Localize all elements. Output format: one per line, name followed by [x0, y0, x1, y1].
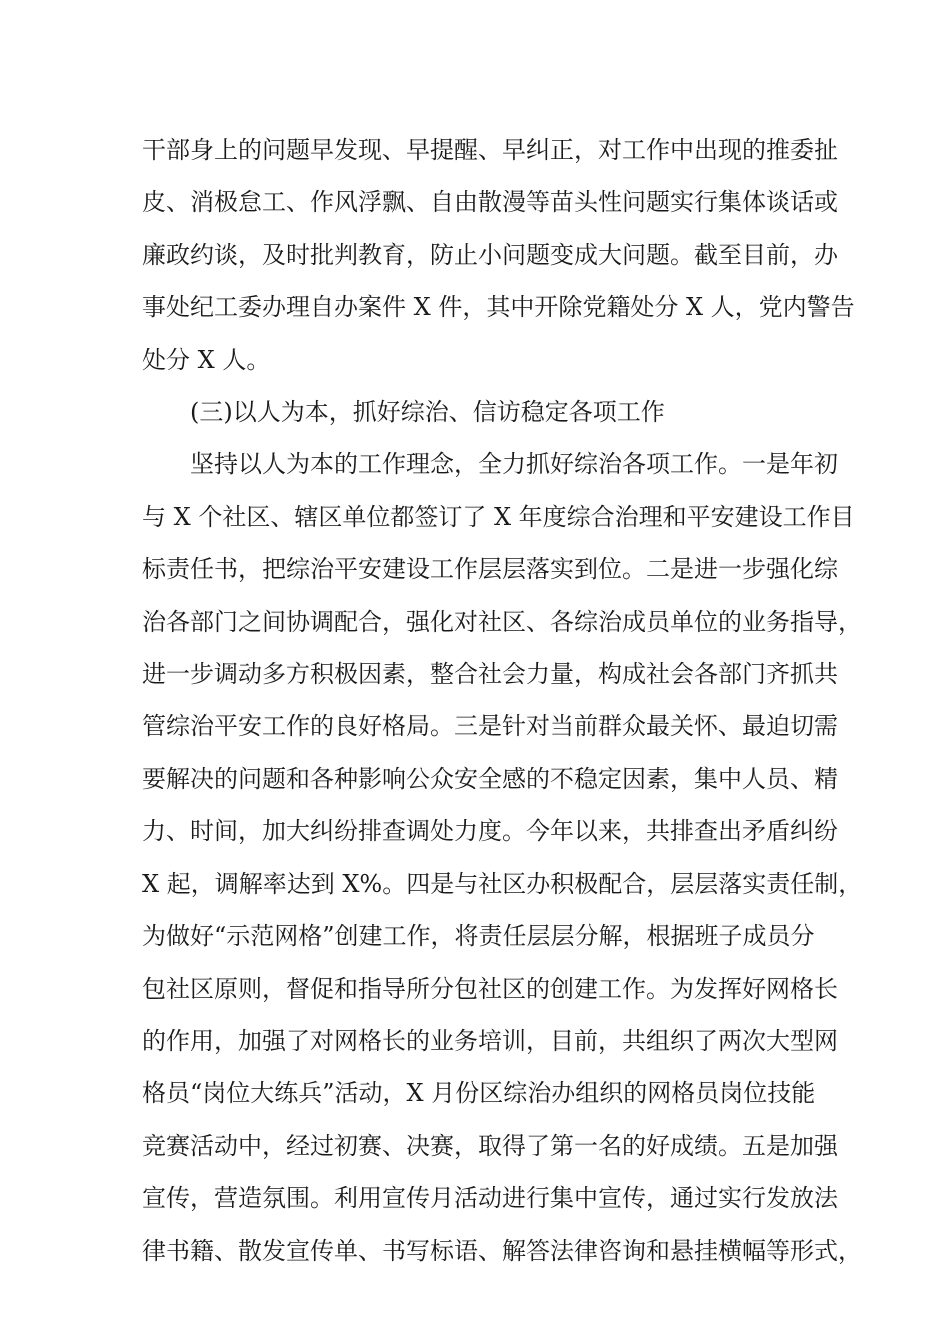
text-line: 干部身上的问题早发现、早提醒、早纠正，对工作中出现的推委扯	[142, 136, 838, 164]
text-line: 要解决的问题和各种影响公众安全感的不稳定因素，集中人员、精	[142, 764, 838, 793]
text-line: 包社区原则，督促和指导所分包社区的创建工作。为发挥好网格长	[142, 974, 838, 1003]
text-line: 事处纪工委办理自办案件 X 件，其中开除党籍处分 X 人，党内警告	[142, 293, 855, 322]
text-line: 竞赛活动中，经过初赛、决赛，取得了第一名的好成绩。五是加强	[142, 1131, 838, 1160]
text-line: 管综治平安工作的良好格局。三是针对当前群众最关怀、最迫切需	[142, 712, 838, 741]
text-line: 与 X 个社区、辖区单位都签订了 X 年度综合治理和平安建设工作目	[142, 502, 855, 531]
paragraph-discipline	[142, 124, 855, 386]
text-line: 进一步调动多方积极因素，整合社会力量，构成社会各部门齐抓共	[142, 660, 838, 689]
text-line: 廉政约谈，及时批判教育，防止小问题变成大问题。截至目前，办	[142, 240, 838, 269]
text-line: 格员“岗位大练兵”活动，X 月份区综治办组织的网格员岗位技能	[142, 1079, 816, 1108]
section-heading: (三)以人为本，抓好综治、信访稳定各项工作	[190, 398, 665, 427]
text-line: X 起，调解率达到 X%。四是与社区办积极配合，层层落实责任制，	[142, 869, 863, 898]
paragraph-stability	[142, 438, 863, 1277]
text-line: 皮、消极怠工、作风浮飘、自由散漫等苗头性问题实行集体谈话或	[142, 188, 838, 217]
text-line: 治各部门之间协调配合，强化对社区、各综治成员单位的业务指导，	[142, 607, 862, 636]
text-line: 坚持以人为本的工作理念，全力抓好综治各项工作。一是年初	[190, 450, 838, 479]
text-line: 力、时间，加大纠纷排查调处力度。今年以来，共排查出矛盾纠纷	[142, 817, 838, 846]
text-line: 处分 X 人。	[142, 345, 271, 374]
text-line: 标责任书，把综治平安建设工作层层落实到位。二是进一步强化综	[142, 555, 838, 584]
text-line: 宣传，营造氛围。利用宣传月活动进行集中宣传，通过实行发放法	[142, 1184, 838, 1213]
text-line: 的作用，加强了对网格长的业务培训，目前，共组织了两次大型网	[142, 1026, 838, 1055]
text-line: 为做好“示范网格”创建工作，将责任层层分解，根据班子成员分	[142, 922, 815, 951]
document-body	[142, 124, 863, 1277]
text-line: 律书籍、散发宣传单、书写标语、解答法律咨询和悬挂横幅等形式，	[142, 1236, 862, 1265]
